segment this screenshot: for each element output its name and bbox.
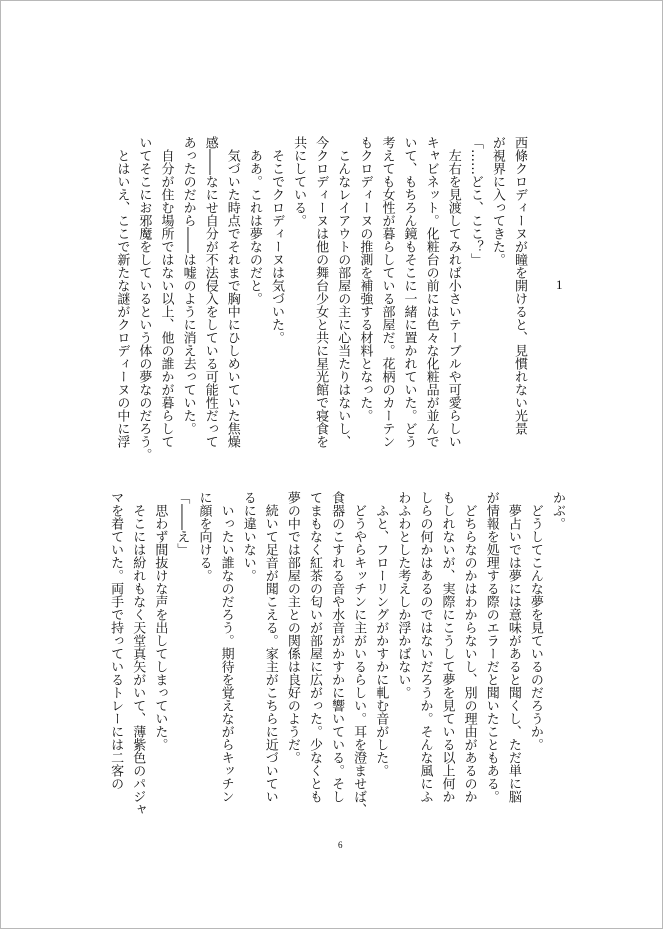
text-column: どちらなのかはわからないし、別の理由があるのか: [461, 491, 477, 803]
text-column: 食器のこすれる音や水音がかすかに響いている。そし: [329, 491, 345, 803]
text-column: あったのだから――は嘘のように消え去っていた。: [180, 136, 196, 435]
text-column: 思わず間抜けな声を出してしまっていた。: [152, 491, 168, 751]
text-column: 自分が住む場所ではない以上、他の誰かが暮らして: [158, 136, 174, 448]
text-column: いてそこにお邪魔をしているという体の夢なのだろう。: [136, 136, 152, 461]
page-number-top: 1: [556, 277, 563, 292]
page-number-bottom: 6: [338, 840, 343, 850]
text-column: 夢占いでは夢には意味があると聞くし、ただ単に脳: [505, 491, 521, 803]
text-column: キャビネット。化粧台の前には色々な化粧品が並んで: [423, 136, 439, 448]
text-column: もクロディーヌの推測を補強する材料となった。: [357, 136, 373, 422]
text-column: が情報を処理する際のエラーだと聞いたこともある。: [483, 491, 499, 803]
text-column: 今クロディーヌは他の舞台少女と共に星光館で寝食を: [313, 136, 329, 448]
text-column: るに違いない。: [240, 491, 256, 582]
text-column: そこでクロディーヌは気づいた。: [268, 136, 284, 344]
text-column: 考えても女性が暮らしている部屋だ。花柄のカーテン: [379, 136, 395, 448]
text-column: 感――なにせ自分が不法侵入をしている可能性だって: [202, 136, 218, 448]
text-column: 気づいた時点でそれまで胸中にひしめいていた焦燥: [224, 136, 240, 448]
text-column: かぶ。: [550, 491, 565, 530]
text-column: いて、もちろん鏡もそこに一緒に置かれていた。どう: [401, 136, 417, 448]
text-column: 続いて足音が聞こえる。家主がこちらに近づいてい: [262, 491, 278, 803]
text-column: ああ。これは夢なのだと。: [246, 136, 262, 305]
bottom-text-block: [104, 491, 568, 816]
text-column: てまもなく紅茶の匂いが部屋に広がった。少なくとも: [306, 491, 322, 803]
text-column: とはいえ、ここで新たな謎がクロディーヌの中に浮: [114, 136, 130, 448]
text-column: が視界に入ってきた。: [489, 136, 505, 266]
text-column: こんなレイアウトの部屋の主に心当たりはないし、: [335, 136, 351, 448]
text-column: マを着ていた。両手で持っているトレーには二客の: [108, 491, 124, 790]
text-column: ふと、フローリングがかすかに軋む音がした。: [373, 491, 389, 777]
text-column: 西條クロディーヌが瞳を開けると、見慣れない光景: [512, 136, 527, 435]
text-column: 共にしている。: [291, 136, 307, 227]
text-column: 「……どこ、ここ？」: [467, 136, 483, 266]
text-column: 左右を見渡してみれば小さいテーブルや可愛らしい: [445, 136, 461, 448]
text-column: しらの何かはあるのではないだろうか。そんな風にふ: [417, 491, 433, 803]
text-column: もしれないが、実際にこうして夢を見ている以上何か: [439, 491, 455, 803]
text-column: 夢の中では部屋の主との関係は良好のようだ。: [284, 491, 300, 764]
text-column: どうやらキッチンに主がいるらしい。耳を澄ませば、: [351, 491, 367, 816]
text-column: どうしてこんな夢を見ているのだろうか。: [527, 491, 543, 751]
text-column: そこには紛れもなく天堂真矢がいて、薄紫色のパジャ: [130, 491, 146, 816]
text-column: わふわとした考えしか浮かばない。: [395, 491, 411, 699]
text-column: いったい誰なのだろう。期待を覚えながらキッチン: [218, 491, 234, 803]
top-text-block: [110, 136, 530, 461]
text-column: に顔を向ける。: [196, 491, 212, 582]
text-column: 「――え」: [174, 491, 190, 556]
